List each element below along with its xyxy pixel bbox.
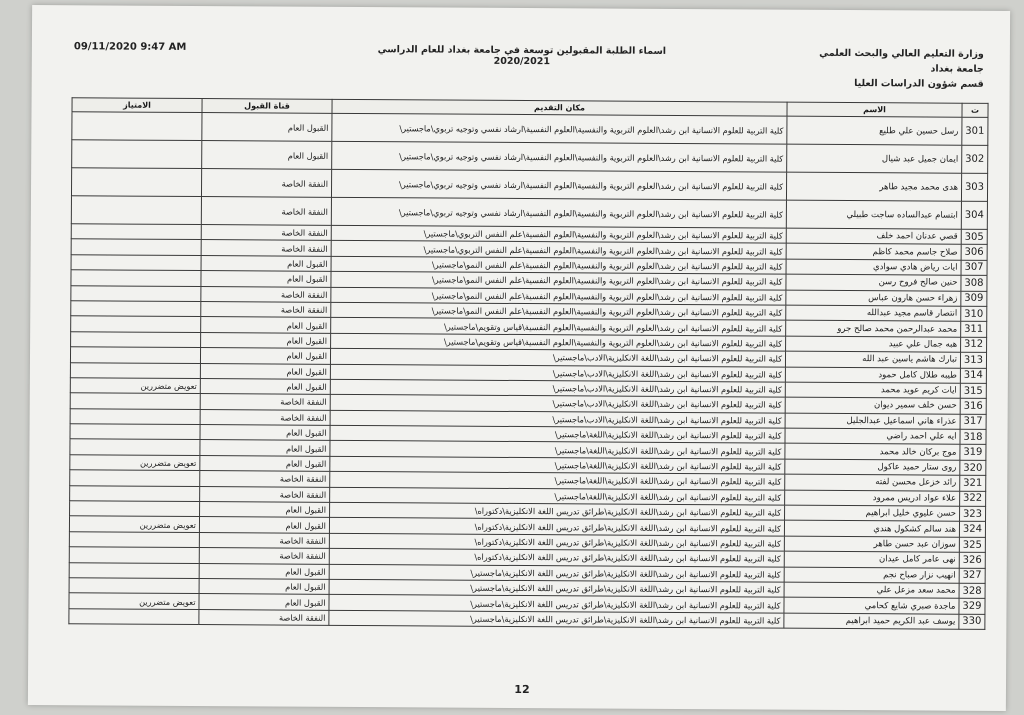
row-seq: 325 [959, 537, 985, 553]
column-header-channel: قناة القبول [202, 99, 332, 114]
row-name: نهى عامر كامل عيدان [784, 551, 959, 567]
row-seq: 330 [959, 614, 985, 630]
row-channel: القبول العام [200, 425, 330, 441]
row-privilege [71, 316, 201, 332]
table-body [69, 112, 988, 630]
row-seq: 310 [961, 306, 987, 322]
row-privilege [71, 285, 201, 301]
department-name: قسم شؤون الدراسات العليا [854, 78, 984, 90]
row-name: ايمان جميل عبد شيال [787, 144, 962, 173]
row-channel: القبول العام [201, 332, 331, 348]
row-name: سوزان عبد حسن طاهر [784, 536, 959, 552]
row-place: كلية التربية للعلوم الانسانية ابن رشد\اللغة الانكليزية\طرائق تدريس اللغة الانكليزية\ماجستير\ [329, 595, 784, 613]
row-seq: 302 [962, 145, 988, 173]
row-name: محمد عبدالرحمن محمد صالح جرو [786, 320, 961, 336]
row-seq: 328 [959, 583, 985, 599]
row-name: روى ستار حميد عاكول [785, 459, 960, 475]
document-title: اسماء الطلبة المقبولين توسعة في جامعة بغداد للعام الدراسي 2020/2021 [377, 44, 667, 68]
row-place: كلية التربية للعلوم الانسانية ابن رشد\العلوم التربوية والنفسية\العلوم النفسية\علم النفس النمو\ماجستير\ [331, 287, 786, 305]
row-privilege [70, 439, 200, 455]
row-name: علاء عواد ادريس ممرود [785, 490, 960, 506]
row-place: كلية التربية للعلوم الانسانية ابن رشد\العلوم التربوية والنفسية\العلوم النفسية\قياس وتقويم\ماجستير\ [331, 333, 786, 351]
row-name: محمد سعد مزعل علي [784, 582, 959, 598]
row-privilege [71, 196, 201, 225]
row-name: رائد خزعل محسن لفته [785, 474, 960, 490]
row-privilege: تعويض متضررين [70, 455, 200, 471]
admitted-students-table [68, 97, 988, 630]
row-name: هند سالم كشكول هندي [784, 521, 959, 537]
row-privilege [71, 331, 201, 347]
row-seq: 315 [960, 383, 986, 399]
row-channel: النفقة الخاصة [200, 394, 330, 410]
row-channel: القبول العام [200, 502, 330, 518]
row-place: كلية التربية للعلوم الانسانية ابن رشد\اللغة الانكليزية\اللغة\ماجستير\ [330, 425, 785, 443]
row-place: كلية التربية للعلوم الانسانية ابن رشد\العلوم التربوية والنفسية\العلوم النفسية\قياس وتقويم\ماجستير\ [331, 318, 786, 336]
row-name: انتصار قاسم مجيد عبدالله [786, 305, 961, 321]
row-channel: النفقة الخاصة [201, 169, 331, 198]
column-header-place: مكان التقديم [332, 99, 787, 116]
row-privilege [71, 239, 201, 255]
row-name: حنين صالح فروح رسن [786, 274, 961, 290]
row-seq: 312 [961, 337, 987, 353]
row-name: هدى محمد مجيد طاهر [786, 172, 961, 201]
row-channel: القبول العام [202, 113, 332, 142]
row-seq: 317 [960, 414, 986, 430]
row-channel: النفقة الخاصة [199, 532, 329, 548]
row-place: كلية التربية للعلوم الانسانية ابن رشد\اللغة الانكليزية\الادب\ماجستير\ [330, 395, 785, 413]
row-privilege [70, 393, 200, 409]
row-channel: النفقة الخاصة [201, 197, 331, 226]
row-place: كلية التربية للعلوم الانسانية ابن رشد\العلوم التربوية والنفسية\العلوم النفسية\علم النفس التربوي\ماجستير\ [331, 241, 786, 259]
row-place: كلية التربية للعلوم الانسانية ابن رشد\اللغة الانكليزية\الادب\ماجستير\ [330, 410, 785, 428]
row-privilege [71, 270, 201, 286]
row-seq: 306 [961, 245, 987, 261]
print-datetime: 09/11/2020 9:47 AM [73, 41, 187, 53]
row-channel: القبول العام [200, 378, 330, 394]
row-place: كلية التربية للعلوم الانسانية ابن رشد\العلوم التربوية والنفسية\العلوم النفسية\علم النفس التربوي\ماجستير\ [331, 225, 786, 243]
row-seq: 314 [960, 368, 986, 384]
row-name: حسن خلف سمير ديوان [785, 397, 960, 413]
row-seq: 319 [960, 445, 986, 461]
row-place: كلية التربية للعلوم الانسانية ابن رشد\العلوم التربوية والنفسية\العلوم النفسية\علم النفس النمو\ماجستير\ [331, 302, 786, 320]
row-seq: 311 [961, 322, 987, 338]
row-name: هبه جمال علي عبيد [786, 336, 961, 352]
row-privilege [69, 578, 199, 594]
row-channel: القبول العام [200, 363, 330, 379]
row-privilege: تعويض متضررين [69, 593, 199, 609]
row-place: كلية التربية للعلوم الانسانية ابن رشد\العلوم التربوية والنفسية\العلوم النفسية\ارشاد نفسي وتوجيه تربوي\ماجستير\ [332, 141, 787, 172]
row-seq: 305 [961, 229, 987, 245]
row-place: كلية التربية للعلوم الانسانية ابن رشد\اللغة الانكليزية\الادب\ماجستير\ [330, 364, 785, 382]
row-privilege [70, 362, 200, 378]
row-seq: 303 [961, 173, 987, 201]
row-name: حسن عليوي خليل ابراهيم [785, 505, 960, 521]
row-channel: القبول العام [199, 563, 329, 579]
row-seq: 307 [961, 260, 987, 276]
row-privilege [70, 501, 200, 517]
row-place: كلية التربية للعلوم الانسانية ابن رشد\اللغة الانكليزية\طرائق تدريس اللغة الانكليزية\ماجستير\ [329, 579, 784, 597]
row-channel: النفقة الخاصة [199, 548, 329, 564]
row-channel: النفقة الخاصة [200, 486, 330, 502]
row-channel: النفقة الخاصة [200, 409, 330, 425]
row-channel: النفقة الخاصة [201, 302, 331, 318]
university-name: جامعة بغداد [930, 63, 984, 75]
row-channel: القبول العام [200, 348, 330, 364]
row-name: ايه علي احمد راضي [785, 428, 960, 444]
row-privilege [70, 485, 200, 501]
row-privilege [70, 424, 200, 440]
row-name: قصي عدنان احمد خلف [786, 228, 961, 244]
row-privilege: تعويض متضررين [70, 378, 200, 394]
row-name: يوسف عبد الكريم حميد ابراهيم [784, 613, 959, 629]
row-place: كلية التربية للعلوم الانسانية ابن رشد\اللغة الانكليزية\طرائق تدريس اللغة الانكليزية\دكتوراه\ [329, 533, 784, 551]
row-place: كلية التربية للعلوم الانسانية ابن رشد\اللغة الانكليزية\الادب\ماجستير\ [330, 379, 785, 397]
row-place: كلية التربية للعلوم الانسانية ابن رشد\العلوم التربوية والنفسية\العلوم النفسية\علم النفس النمو\ماجستير\ [331, 272, 786, 290]
row-name: ماجدة صبري شايع كحامي [784, 597, 959, 613]
row-privilege [72, 140, 202, 169]
row-name: ابتسام عبدالساده ساجت طبيلي [786, 200, 961, 229]
row-place: كلية التربية للعلوم الانسانية ابن رشد\العلوم التربوية والنفسية\العلوم النفسية\علم النفس النمو\ماجستير\ [331, 256, 786, 274]
row-place: كلية التربية للعلوم الانسانية ابن رشد\العلوم التربوية والنفسية\العلوم النفسية\ارشاد نفسي وتوجيه تربوي\ماجستير\ [331, 197, 786, 228]
row-privilege [69, 547, 199, 563]
row-seq: 326 [959, 552, 985, 568]
row-channel: القبول العام [200, 440, 330, 456]
row-privilege [70, 470, 200, 486]
row-place: كلية التربية للعلوم الانسانية ابن رشد\العلوم التربوية والنفسية\العلوم النفسية\ارشاد نفسي وتوجيه تربوي\ماجستير\ [332, 113, 787, 144]
page-number: 12 [514, 682, 530, 697]
row-name: ايات رياض هادي سوادي [786, 259, 961, 275]
row-name: موج بركان خالد محمد [785, 444, 960, 460]
row-place: كلية التربية للعلوم الانسانية ابن رشد\اللغة الانكليزية\طرائق تدريس اللغة الانكليزية\ماجستير\ [329, 610, 784, 628]
institution-header [819, 46, 984, 92]
column-header-name: الاسم [787, 102, 962, 117]
row-privilege [71, 255, 201, 271]
row-name: صلاح جاسم محمد كاظم [786, 244, 961, 260]
row-place: كلية التربية للعلوم الانسانية ابن رشد\اللغة الانكليزية\طرائق تدريس اللغة الانكليزية\دكتوراه\ [329, 549, 784, 567]
row-channel: القبول العام [201, 317, 331, 333]
row-name: طيبه طلال كامل حمود [785, 367, 960, 383]
row-channel: النفقة الخاصة [201, 240, 331, 256]
row-channel: النفقة الخاصة [201, 225, 331, 241]
row-seq: 304 [961, 201, 987, 229]
row-place: كلية التربية للعلوم الانسانية ابن رشد\اللغة الانكليزية\طرائق تدريس اللغة الانكليزية\دكتوراه\ [330, 502, 785, 520]
row-privilege [69, 609, 199, 625]
row-place: كلية التربية للعلوم الانسانية ابن رشد\اللغة الانكليزية\طرائق تدريس اللغة الانكليزية\ماجستير\ [329, 564, 784, 582]
row-name: عذراء هاني اسماعيل عبدالجليل [785, 413, 960, 429]
row-name: ايات كريم عويد محمد [785, 382, 960, 398]
row-name: انهيب نزار صباح نجم [784, 567, 959, 583]
column-header-seq: ت [962, 103, 988, 117]
document-page [28, 5, 1010, 711]
row-name: رسل حسين علي طليع [787, 116, 962, 145]
ministry-name: وزارة التعليم العالي والبحث العلمي [819, 47, 984, 60]
row-seq: 301 [962, 117, 988, 145]
row-channel: القبول العام [199, 517, 329, 533]
row-seq: 309 [961, 291, 987, 307]
row-place: كلية التربية للعلوم الانسانية ابن رشد\اللغة الانكليزية\اللغة\ماجستير\ [330, 441, 785, 459]
row-channel: القبول العام [202, 141, 332, 170]
row-name: تبارك هاشم ياسين عبد الله [785, 351, 960, 367]
row-seq: 321 [960, 475, 986, 491]
row-place: كلية التربية للعلوم الانسانية ابن رشد\اللغة الانكليزية\الادب\ماجستير\ [330, 348, 785, 366]
row-privilege [70, 347, 200, 363]
row-seq: 313 [960, 352, 986, 368]
row-seq: 324 [959, 522, 985, 538]
row-channel: القبول العام [201, 255, 331, 271]
row-channel: القبول العام [199, 594, 329, 610]
row-privilege [71, 301, 201, 317]
row-seq: 323 [960, 506, 986, 522]
row-place: كلية التربية للعلوم الانسانية ابن رشد\اللغة الانكليزية\اللغة\ماجستير\ [330, 456, 785, 474]
row-name: زهراء حسن هارون عباس [786, 290, 961, 306]
row-privilege [69, 562, 199, 578]
row-channel: القبول العام [200, 455, 330, 471]
row-place: كلية التربية للعلوم الانسانية ابن رشد\اللغة الانكليزية\طرائق تدريس اللغة الانكليزية\دكتوراه\ [329, 518, 784, 536]
row-channel: النفقة الخاصة [200, 471, 330, 487]
row-place: كلية التربية للعلوم الانسانية ابن رشد\اللغة الانكليزية\اللغة\ماجستير\ [330, 487, 785, 505]
row-seq: 329 [959, 599, 985, 615]
row-place: كلية التربية للعلوم الانسانية ابن رشد\العلوم التربوية والنفسية\العلوم النفسية\ارشاد نفسي وتوجيه تربوي\ماجستير\ [331, 169, 786, 200]
row-privilege [72, 112, 202, 141]
row-seq: 320 [960, 460, 986, 476]
row-channel: القبول العام [199, 579, 329, 595]
row-privilege [71, 224, 201, 240]
column-header-privilege: الامتياز [72, 98, 202, 113]
row-privilege: تعويض متضررين [69, 516, 199, 532]
row-place: كلية التربية للعلوم الانسانية ابن رشد\اللغة الانكليزية\اللغة\ماجستير\ [330, 472, 785, 490]
row-channel: القبول العام [201, 271, 331, 287]
row-privilege [71, 168, 201, 197]
row-channel: النفقة الخاصة [201, 286, 331, 302]
row-privilege [69, 532, 199, 548]
row-seq: 316 [960, 398, 986, 414]
row-seq: 322 [960, 491, 986, 507]
row-seq: 308 [961, 275, 987, 291]
row-channel: النفقة الخاصة [199, 609, 329, 625]
row-seq: 327 [959, 568, 985, 584]
row-seq: 318 [960, 429, 986, 445]
row-privilege [70, 408, 200, 424]
